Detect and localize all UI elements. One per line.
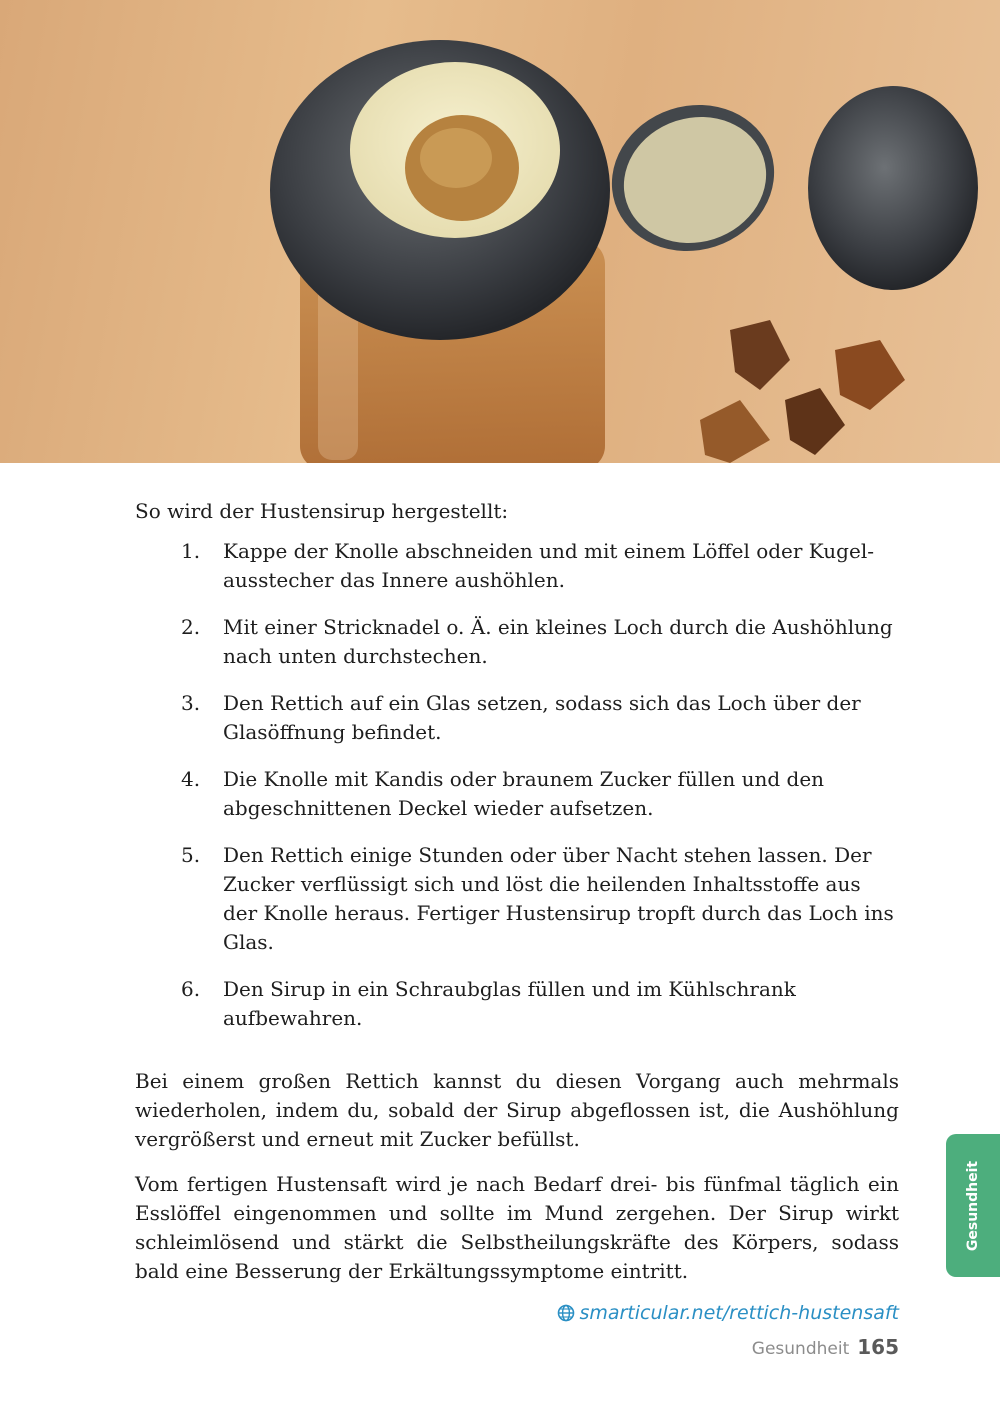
list-item — [135, 689, 899, 747]
list-item — [135, 841, 899, 957]
list-item — [135, 613, 899, 671]
intro-text: So wird der Hustensirup hergestellt: — [135, 499, 509, 523]
step-text: Den Rettich auf ein Glas setzen, sodass sich das Loch über der Glasöffnung befindet. — [223, 691, 861, 744]
step-number: 6. — [181, 977, 201, 1001]
footer-section: Gesundheit — [751, 1339, 850, 1359]
step-text: Kappe der Knolle abschneiden und mit einem Löffel oder Kugelausstecher das Innere aushöhlen. — [223, 539, 874, 592]
list-item — [135, 537, 899, 595]
chapter-tab — [946, 1134, 1000, 1277]
step-text: Den Sirup in ein Schraubglas füllen und im Kühlschrank aufbewahren. — [223, 977, 796, 1030]
globe-icon — [557, 1304, 575, 1322]
paragraph-repeat: Bei einem großen Rettich kannst du diesen Vorgang auch mehrmals wiederholen, indem du, sobald der Sirup abgeflossen ist, die Aushöhlung vergrößerst und erneut mit Zucker befüllst. — [135, 1069, 899, 1151]
web-link[interactable] — [135, 1302, 899, 1324]
step-number: 4. — [181, 767, 201, 791]
radish-syrup-photo — [0, 0, 1000, 463]
step-text: Den Rettich einige Stunden oder über Nacht stehen lassen. Der Zucker verflüssigt sich und löst die heilenden Inhaltsstoffe aus der Knolle heraus. Fertiger Hustensirup tropft durch das Loch ins Glas. — [223, 843, 894, 954]
article-content — [135, 497, 899, 1324]
steps-list — [135, 537, 899, 1033]
list-item — [135, 765, 899, 823]
step-text: Die Knolle mit Kandis oder braunem Zucker füllen und den abgeschnittenen Deckel wieder aufsetzen. — [223, 767, 825, 820]
step-number: 5. — [181, 843, 201, 867]
step-text: Mit einer Stricknadel o. Ä. ein kleines Loch durch die Aushöhlung nach unten durchstechen. — [223, 615, 893, 668]
page-footer — [752, 1335, 899, 1359]
list-item — [135, 975, 899, 1033]
paragraph-dosage: Vom fertigen Hustensaft wird je nach Bedarf drei- bis fünfmal täglich ein Esslöffel eingenommen und sollte im Mund zergehen. Der Sirup wirkt schleimlösend und stärkt die Selbstheilungskräfte des Körpers, sodass bald eine Besserung der Erkältungssymptome eintritt. — [135, 1172, 899, 1283]
page-number: 165 — [857, 1335, 899, 1359]
chapter-tab-label: Gesundheit — [965, 1160, 981, 1251]
step-number: 3. — [181, 691, 201, 715]
step-number: 1. — [181, 539, 201, 563]
step-number: 2. — [181, 615, 201, 639]
link-text[interactable]: smarticular.net/rettich-hustensaft — [579, 1302, 899, 1324]
